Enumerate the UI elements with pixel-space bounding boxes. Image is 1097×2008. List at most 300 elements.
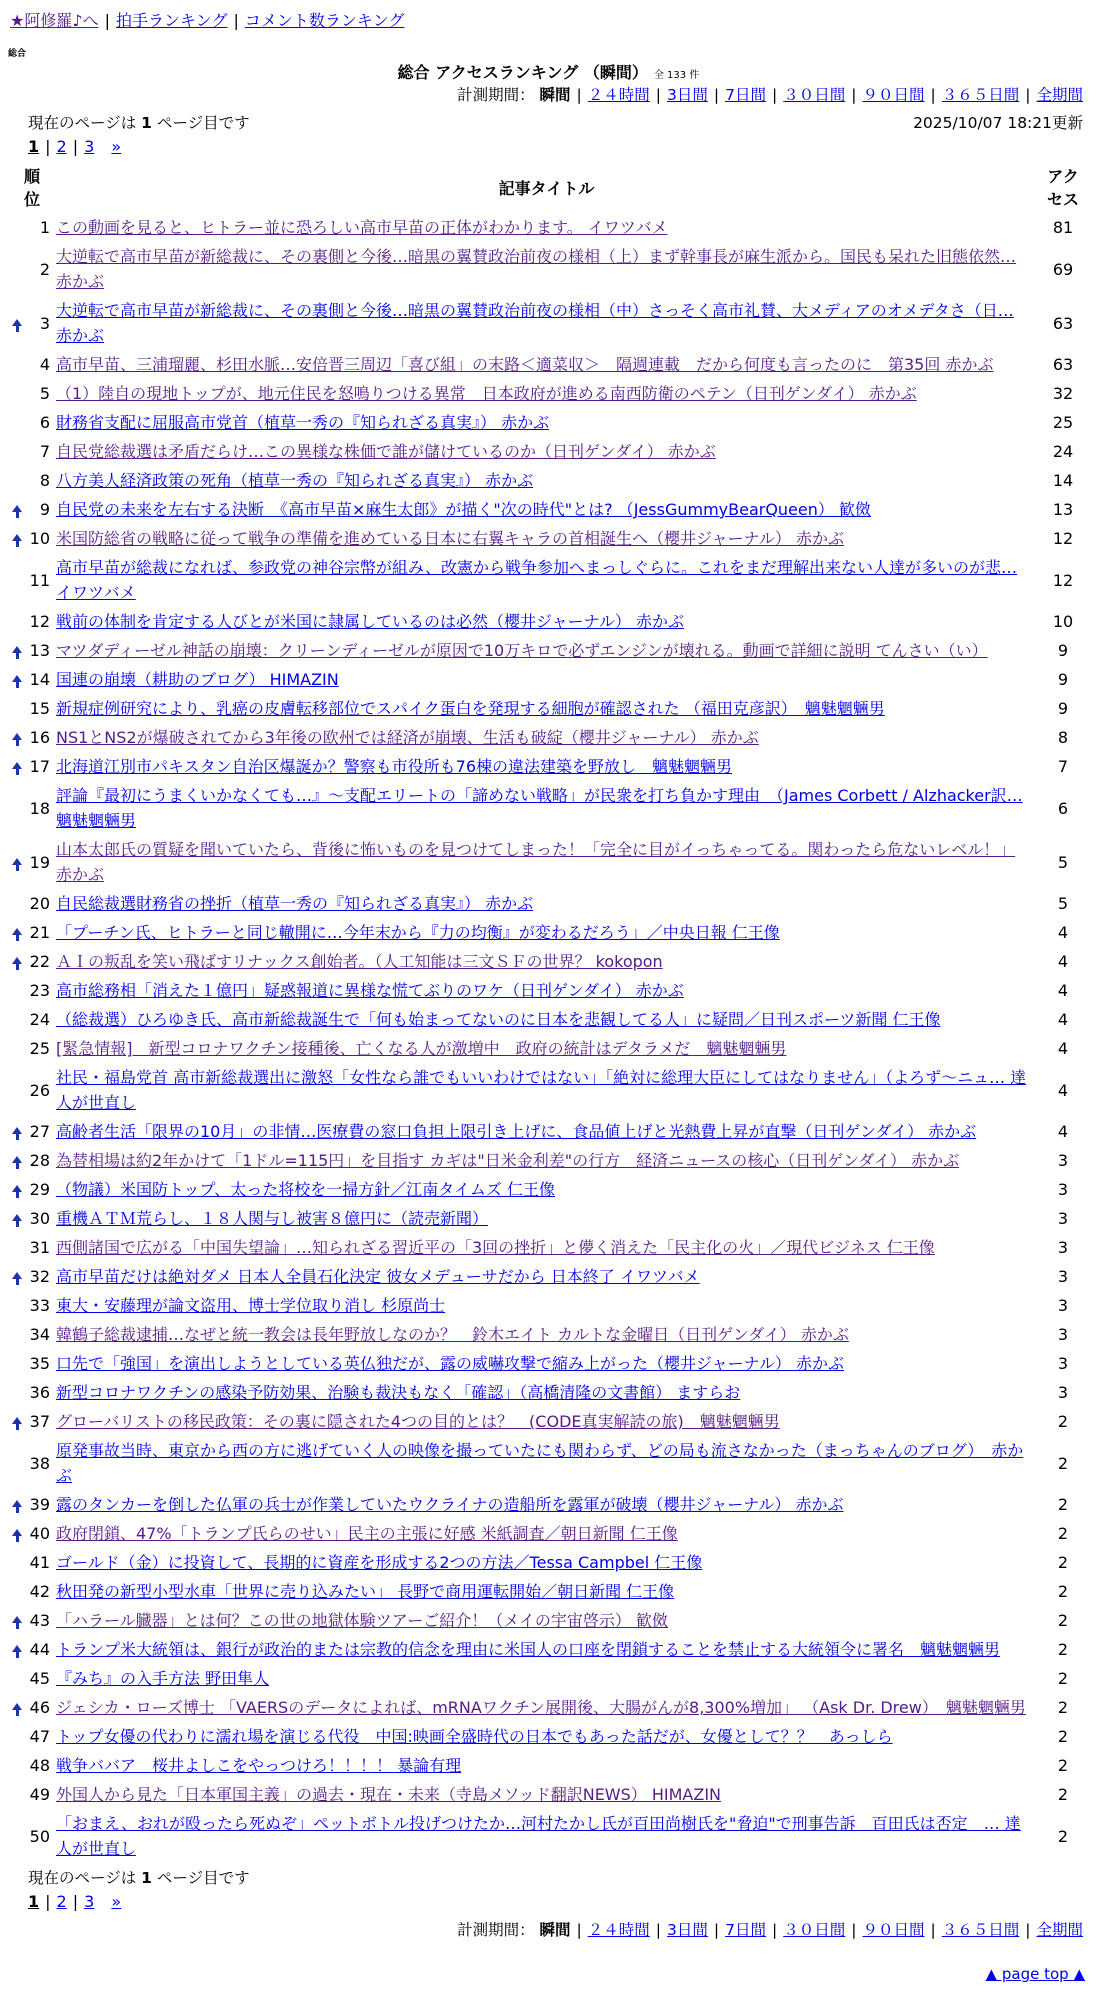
period-selector-bottom: 計測期間： 瞬間 | ２４時間 | 3日間 | 7日間 | ３０日間 | ９０日間 | ３６５日間 | 全期間	[457, 1921, 1083, 1939]
article-title-cell	[54, 1664, 1039, 1693]
arrow-up-icon	[12, 1185, 22, 1192]
arrow-up-icon	[12, 928, 22, 935]
access-count: 69	[1052, 259, 1074, 279]
table-row	[10, 1005, 1087, 1034]
rank-change-cell	[10, 694, 24, 723]
access-count: 2	[1057, 1524, 1069, 1543]
rank-number: 44	[29, 1640, 50, 1659]
access-count: 2	[1057, 1727, 1069, 1746]
arrow-up-icon	[12, 858, 22, 865]
article-title-link[interactable]: 「おまえ、おれが殴ったら死ぬぞ」ペットボトル投げつけたか…河村たかし氏が百田尚樹氏を"脅迫"で刑事告訴 百田氏は否定 … 達人が世直し	[56, 1814, 1021, 1858]
access-count: 4	[1057, 981, 1069, 1000]
table-row	[10, 1751, 1087, 1780]
arrow-up-icon	[12, 1616, 22, 1623]
period-bottom-7d-link[interactable]: 7日間	[725, 1921, 766, 1939]
rank-change-cell	[10, 1490, 24, 1519]
rank-number: 18	[29, 798, 50, 818]
separator: |	[104, 11, 110, 30]
top-nav-comment-ranking-link[interactable]: コメント数ランキング	[244, 11, 405, 30]
period-current: 瞬間	[539, 86, 571, 104]
period-7d-link[interactable]: 7日間	[725, 86, 766, 104]
pager-bottom-next[interactable]: »	[111, 1892, 122, 1911]
table-row	[10, 213, 1087, 242]
article-title-link[interactable]: 高齢者生活「限界の10月」の非情…医療費の窓口負担上限引き上げに、食品値上げと光熱費上昇が直撃（日刊ゲンダイ） 赤かぶ	[56, 1122, 977, 1141]
arrow-up-icon	[12, 762, 22, 769]
arrow-up-icon	[12, 733, 22, 740]
table-row	[10, 1204, 1087, 1233]
table-row	[10, 781, 1087, 835]
table-row	[10, 466, 1087, 495]
category-label: 総合	[8, 49, 27, 59]
top-nav	[10, 10, 404, 32]
article-title-link[interactable]: 国連の崩壊（耕助のブログ） HIMAZIN	[56, 670, 339, 689]
rank-change-cell	[10, 1005, 24, 1034]
article-title-cell	[54, 213, 1039, 242]
article-title-cell	[54, 1490, 1039, 1519]
article-title-cell	[54, 1751, 1039, 1780]
article-title-cell	[54, 1233, 1039, 1262]
rank-change-cell	[10, 1693, 24, 1722]
article-title-cell	[54, 1320, 1039, 1349]
access-count: 5	[1057, 894, 1069, 913]
access-count: 3	[1057, 1151, 1069, 1170]
table-row	[10, 1635, 1087, 1664]
access-count: 2	[1057, 1495, 1069, 1514]
table-row	[10, 1063, 1087, 1117]
table-row	[10, 437, 1087, 466]
article-title-cell	[54, 976, 1039, 1005]
access-count: 3	[1057, 1267, 1069, 1286]
access-count: 3	[1057, 1296, 1069, 1315]
period-bottom-30d-link[interactable]: ３０日間	[783, 1921, 846, 1939]
access-count: 3	[1057, 1354, 1069, 1373]
rank-number: 27	[29, 1122, 50, 1141]
rank-number: 48	[29, 1756, 50, 1775]
article-title-cell	[54, 1146, 1039, 1175]
rank-number: 21	[29, 923, 50, 942]
table-row	[10, 495, 1087, 524]
table-row	[10, 1262, 1087, 1291]
rank-number: 6	[39, 413, 50, 432]
rank-change-cell	[10, 1664, 24, 1693]
table-row	[10, 1378, 1087, 1407]
top-nav-home-link[interactable]: ★阿修羅♪へ	[10, 11, 99, 30]
rank-number: 11	[29, 570, 50, 590]
article-title-link[interactable]: 社民・福島党首 高市新総裁選出に激怒「女性なら誰でもいいわけではない」「絶対に総理大臣にしてはなりません」（よろず～ニュ… 達人が世直し	[56, 1068, 1027, 1112]
article-title-cell	[54, 1693, 1039, 1722]
rank-change-cell	[10, 752, 24, 781]
article-title-link[interactable]: グローバリストの移民政策：その裏に隠された4つの目的とは？ (CODE真実解読の旅) 魑魅魍魎男	[56, 1412, 780, 1431]
period-24h-link[interactable]: ２４時間	[587, 86, 650, 104]
article-title-link[interactable]: 高市早苗が総裁になれば、参政党の神谷宗幣が組み、改憲から戦争参加へまっしぐらに。これをまだ理解出来ない人達が多いのが悲… イワツバメ	[56, 558, 1017, 602]
period-bottom-365d-link[interactable]: ３６５日間	[941, 1921, 1020, 1939]
article-title-cell	[54, 553, 1039, 607]
pager-page-3[interactable]: 3	[84, 137, 95, 156]
rank-change-cell	[10, 1577, 24, 1606]
article-title-link[interactable]: 戦争ババア 桜井よしこをやっつけろ！！！！ 暴論有理	[56, 1756, 462, 1775]
rank-change-cell	[10, 889, 24, 918]
rank-number: 33	[29, 1296, 50, 1315]
period-bottom-all-link[interactable]: 全期間	[1036, 1921, 1083, 1939]
article-title-link[interactable]: 政府閉鎖、47%「トランプ氏らのせい」民主の主張に好感 米紙調査／朝日新聞 仁王像	[56, 1524, 678, 1543]
article-title-link[interactable]: 為替相場は約2年かけて「1ドル=115円」を目指す カギは"日米金利差"の行方 経済ニュースの核心（日刊ゲンダイ） 赤かぶ	[56, 1151, 960, 1170]
rank-change-cell	[10, 1780, 24, 1809]
access-count: 13	[1052, 500, 1074, 519]
article-title-link[interactable]: 高市早苗だけは絶対ダメ 日本人全員石化決定 彼女メデューサだから 日本終了 イワツバメ	[56, 1267, 700, 1286]
arrow-up-icon	[12, 646, 22, 653]
article-title-cell	[54, 1436, 1039, 1490]
table-row	[10, 1519, 1087, 1548]
rank-change-cell	[10, 1519, 24, 1548]
article-title-link[interactable]: （1）陸自の現地トップが、地元住民を怒鳴りつける異常 日本政府が進める南西防衛のペテン（日刊ゲンダイ） 赤かぶ	[56, 384, 917, 403]
rank-change-cell	[10, 835, 24, 889]
article-title-link[interactable]: 米国防総省の戦略に従って戦争の準備を進めている日本に右翼キャラの首相誕生へ（櫻井ジャーナル） 赤かぶ	[56, 529, 844, 548]
article-title-cell	[54, 1117, 1039, 1146]
rank-number: 45	[29, 1669, 50, 1688]
arrow-up-icon	[12, 1127, 22, 1134]
rank-number: 9	[39, 500, 50, 519]
access-count: 81	[1052, 218, 1074, 237]
rank-number: 42	[29, 1582, 50, 1601]
table-row	[10, 1606, 1087, 1635]
article-title-cell	[54, 1005, 1039, 1034]
table-row	[10, 1407, 1087, 1436]
table-row	[10, 947, 1087, 976]
table-row	[10, 976, 1087, 1005]
table-row	[10, 1175, 1087, 1204]
article-title-cell	[54, 408, 1039, 437]
page-info-top: 現在のページは 1 ページ目です	[28, 114, 250, 132]
article-title-cell	[54, 296, 1039, 350]
rank-number: 12	[29, 612, 50, 631]
article-title-link[interactable]: 自民党の未来を左右する決断 《高市早苗×麻生太郎》が描く"次の時代"とは? （JessGummyBearQueen） 歓傚	[56, 500, 871, 519]
article-title-link[interactable]: トランプ米大統領は、銀行が政治的または宗教的信念を理由に米国人の口座を閉鎖することを禁止する大統領令に署名 魑魅魍魎男	[56, 1640, 1001, 1659]
rank-number: 5	[39, 384, 50, 403]
rank-change-cell	[10, 1407, 24, 1436]
rank-number: 4	[39, 355, 50, 374]
rank-number: 30	[29, 1209, 50, 1228]
title-header: 記事タイトル	[498, 178, 595, 198]
arrow-up-icon	[12, 675, 22, 682]
page-info-bottom: 現在のページは 1 ページ目です	[28, 1869, 250, 1887]
article-title-cell	[54, 781, 1039, 835]
article-title-link[interactable]: 高市総務相「消えた１億円」疑惑報道に異様な慌てぶりのワケ（日刊ゲンダイ） 赤かぶ	[56, 981, 684, 1000]
article-title-cell	[54, 636, 1039, 665]
article-title-link[interactable]: 自民総裁選財務省の挫折（植草一秀の『知られざる真実』） 赤かぶ	[56, 894, 534, 913]
pager-page-2[interactable]: 2	[56, 137, 67, 156]
article-title-cell	[54, 350, 1039, 379]
access-count: 3	[1057, 1325, 1069, 1344]
article-title-link[interactable]: NS1とNS2が爆破されてから3年後の欧州では経済が崩壊、生活も破綻（櫻井ジャーナル） 赤かぶ	[56, 728, 759, 747]
article-title-cell	[54, 665, 1039, 694]
rank-number: 49	[29, 1785, 50, 1804]
article-title-link[interactable]: 北海道江別市パキスタン自治区爆誕か？警察も市役所も76棟の違法建築を野放し 魑魅魍魎男	[56, 757, 733, 776]
period-3d-link[interactable]: 3日間	[667, 86, 708, 104]
page-top-link[interactable]: ▲ page top ▲	[985, 1965, 1085, 1983]
access-count: 2	[1057, 1582, 1069, 1601]
article-title-link[interactable]: 山本太郎氏の質疑を聞いていたら、背後に怖いものを見つけてしまった！「完全に目がイっちゃってる。関わったら危ないレベル！」 赤かぶ	[56, 840, 1016, 884]
rank-number: 34	[29, 1325, 50, 1344]
access-count: 2	[1057, 1640, 1069, 1659]
rank-number: 43	[29, 1611, 50, 1630]
rank-change-cell	[10, 1378, 24, 1407]
article-title-cell	[54, 607, 1039, 636]
table-row	[10, 636, 1087, 665]
table-row	[10, 242, 1087, 296]
access-count: 4	[1057, 1010, 1069, 1029]
article-title-cell	[54, 723, 1039, 752]
pager-bottom-page-2[interactable]: 2	[56, 1892, 67, 1911]
table-row	[10, 553, 1087, 607]
article-title-cell	[54, 379, 1039, 408]
rank-number: 1	[39, 218, 50, 237]
table-row	[10, 835, 1087, 889]
rank-number: 3	[39, 313, 50, 333]
article-title-cell	[54, 1378, 1039, 1407]
pager-bottom-page-3[interactable]: 3	[84, 1892, 95, 1911]
article-title-cell	[54, 1407, 1039, 1436]
arrow-up-icon	[12, 957, 22, 964]
rank-number: 19	[29, 852, 50, 872]
article-title-link[interactable]: 財務省支配に屈服高市党首（植草一秀の『知られざる真実』） 赤かぶ	[56, 413, 550, 432]
rank-number: 10	[29, 529, 50, 548]
top-nav-applause-ranking-link[interactable]: 拍手ランキング	[115, 11, 228, 30]
table-row	[10, 1034, 1087, 1063]
article-title-link[interactable]: 口先で「強国」を演出しようとしている英仏独だが、露の威嚇攻撃で縮み上がった（櫻井ジャーナル） 赤かぶ	[56, 1354, 844, 1373]
access-count: 2	[1057, 1756, 1069, 1775]
access-header: アクセス	[1046, 167, 1079, 209]
article-title-cell	[54, 1034, 1039, 1063]
rank-change-cell	[10, 1262, 24, 1291]
article-title-link[interactable]: 大逆転で高市早苗が新総裁に、その裏側と今後…暗黒の翼賛政治前夜の様相（上）まず幹事長が麻生派から。国民も呆れた旧態依然… 赤かぶ	[56, 247, 1017, 291]
rank-number: 29	[29, 1180, 50, 1199]
access-count: 25	[1052, 413, 1074, 432]
table-row	[10, 1291, 1087, 1320]
rank-change-cell	[10, 1606, 24, 1635]
rank-number: 39	[29, 1495, 50, 1514]
article-title-cell	[54, 889, 1039, 918]
table-row	[10, 1577, 1087, 1606]
article-title-link[interactable]: ＡＩの叛乱を笑い飛ばすリナックス創始者。（人工知能は三文ＳＦの世界？ kokopon	[56, 952, 663, 971]
rank-number: 20	[29, 894, 50, 913]
rank-change-cell	[10, 1722, 24, 1751]
access-count: 9	[1057, 670, 1069, 689]
access-count: 3	[1057, 1383, 1069, 1402]
article-title-link[interactable]: 「プーチン氏、ヒトラーと同じ轍開に…今年末から『力の均衡』が変わるだろう」／中央日報 仁王像	[56, 923, 780, 942]
article-title-cell	[54, 1349, 1039, 1378]
rank-number: 47	[29, 1727, 50, 1746]
rank-change-cell	[10, 213, 24, 242]
article-title-cell	[54, 835, 1039, 889]
rank-number: 17	[29, 757, 50, 776]
article-title-cell	[54, 466, 1039, 495]
rank-number: 25	[29, 1039, 50, 1058]
table-row	[10, 1233, 1087, 1262]
period-bottom-90d-link[interactable]: ９０日間	[862, 1921, 925, 1939]
rank-number: 15	[29, 699, 50, 718]
access-count: 6	[1057, 798, 1069, 818]
arrow-up-icon	[12, 1417, 22, 1424]
rank-number: 7	[39, 442, 50, 461]
table-row	[10, 379, 1087, 408]
article-title-link[interactable]: ジェシカ・ローズ博士 「VAERSのデータによれば、mRNAワクチン展開後、大腸がんが8,300%増加」 （Ask Dr. Drew） 魑魅魍魎男	[56, 1698, 1026, 1717]
rank-number: 35	[29, 1354, 50, 1373]
article-title-link[interactable]: 高市早苗、三浦瑠麗、杉田水脈…安倍晋三周辺「喜び組」の末路＜適菜収＞ 隔週連載 だから何度も言ったのに 第35回 赤かぶ	[56, 355, 994, 374]
access-count: 2	[1057, 1453, 1069, 1473]
rank-number: 37	[29, 1412, 50, 1431]
article-title-cell	[54, 1291, 1039, 1320]
rank-change-cell	[10, 1233, 24, 1262]
access-count: 32	[1052, 384, 1074, 403]
arrow-up-icon	[12, 319, 22, 326]
rank-number: 16	[29, 728, 50, 747]
access-count: 14	[1052, 471, 1074, 490]
arrow-up-icon	[12, 1214, 22, 1221]
arrow-up-icon	[12, 1529, 22, 1536]
rank-change-cell	[10, 1635, 24, 1664]
rank-header: 順位	[23, 167, 40, 209]
rank-number: 38	[29, 1453, 50, 1473]
access-count: 4	[1057, 1122, 1069, 1141]
period-selector-top: 計測期間： 瞬間 | ２４時間 | 3日間 | 7日間 | ３０日間 | ９０日間 | ３６５日間 | 全期間	[457, 86, 1083, 104]
table-row	[10, 1548, 1087, 1577]
rank-number: 50	[29, 1826, 50, 1846]
article-title-cell	[54, 1548, 1039, 1577]
period-all-link[interactable]: 全期間	[1036, 86, 1083, 104]
article-title-link[interactable]: 東大・安藤理が論文盗用、博士学位取り消し 杉原尚士	[56, 1296, 446, 1315]
access-count: 9	[1057, 641, 1069, 660]
article-title-link[interactable]: 『みち』の入手方法 野田隼人	[56, 1669, 270, 1688]
access-count: 8	[1057, 728, 1069, 747]
table-row	[10, 1146, 1087, 1175]
article-title-link[interactable]: トップ女優の代わりに濡れ場を演じる代役 中国:映画全盛時代の日本でもあった話だが、女優として？？ あっしら	[56, 1727, 893, 1746]
period-bottom-3d-link[interactable]: 3日間	[667, 1921, 708, 1939]
table-row	[10, 1664, 1087, 1693]
rank-number: 41	[29, 1553, 50, 1572]
rank-number: 46	[29, 1698, 50, 1717]
total-count: 全 133 件	[653, 70, 700, 81]
access-count: 2	[1057, 1553, 1069, 1572]
table-row	[10, 1722, 1087, 1751]
table-row	[10, 1780, 1087, 1809]
article-title-cell	[54, 918, 1039, 947]
access-count: 12	[1052, 570, 1074, 590]
rank-change-cell	[10, 350, 24, 379]
table-row	[10, 1349, 1087, 1378]
article-title-link[interactable]: ゴールド（金）に投資して、長期的に資産を形成する2つの方法／Tessa Campbel 仁王像	[56, 1553, 703, 1572]
rank-change-cell	[10, 296, 24, 350]
table-row	[10, 1693, 1087, 1722]
article-title-link[interactable]: 韓鶴子総裁逮捕…なぜと統一教会は長年野放しなのか？ 鈴木エイト カルトな金曜日（日刊ゲンダイ） 赤かぶ	[56, 1325, 849, 1344]
rank-number: 28	[29, 1151, 50, 1170]
article-title-cell	[54, 1175, 1039, 1204]
article-title-link[interactable]: 自民党総裁選は矛盾だらけ…この異様な株価で誰が儲けているのか（日刊ゲンダイ） 赤かぶ	[56, 442, 716, 461]
article-title-link[interactable]: 重機ＡＴＭ荒らし、１８人関与し被害８億円に（読売新聞）	[56, 1209, 489, 1228]
article-title-cell	[54, 1204, 1039, 1233]
article-title-cell	[54, 1722, 1039, 1751]
period-30d-link[interactable]: ３０日間	[783, 86, 846, 104]
table-row	[10, 350, 1087, 379]
article-title-link[interactable]: 戦前の体制を肯定する人びとが米国に隷属しているのは必然（櫻井ジャーナル） 赤かぶ	[56, 612, 684, 631]
pager-next[interactable]: »	[111, 137, 122, 156]
rank-number: 40	[29, 1524, 50, 1543]
access-count: 2	[1057, 1785, 1069, 1804]
article-title-link[interactable]: 原発事故当時、東京から西の方に逃げていく人の映像を撮っていたにも関わらず、どの局も流さなかった（まっちゃんのブログ） 赤かぶ	[56, 1441, 1024, 1485]
rank-change-cell	[10, 1175, 24, 1204]
article-title-cell	[54, 1063, 1039, 1117]
table-row	[10, 889, 1087, 918]
article-title-link[interactable]: マツダディーゼル神話の崩壊：クリーンディーゼルが原因で10万キロで必ずエンジンが壊れる。動画で詳細に説明 てんさい（い）	[56, 641, 988, 660]
period-365d-link[interactable]: ３６５日間	[941, 86, 1020, 104]
rank-change-cell	[10, 437, 24, 466]
table-row	[10, 1490, 1087, 1519]
period-bottom-24h-link[interactable]: ２４時間	[587, 1921, 650, 1939]
rank-change-cell	[10, 1349, 24, 1378]
rank-change-cell	[10, 408, 24, 437]
access-count: 2	[1057, 1698, 1069, 1717]
article-title-cell	[54, 1635, 1039, 1664]
access-count: 7	[1057, 757, 1069, 776]
rank-change-cell	[10, 1751, 24, 1780]
rank-change-cell	[10, 1548, 24, 1577]
access-count: 24	[1052, 442, 1074, 461]
article-title-link[interactable]: 外国人から見た「日本軍国主義」の過去・現在・未来（寺島メソッド翻訳NEWS） HIMAZIN	[56, 1785, 722, 1804]
article-title-link[interactable]: 新規症例研究により、乳癌の皮膚転移部位でスパイク蛋白を発現する細胞が確認された （福田克彦訳） 魑魅魍魎男	[56, 699, 885, 718]
period-90d-link[interactable]: ９０日間	[862, 86, 925, 104]
access-count: 12	[1052, 529, 1074, 548]
access-count: 9	[1057, 699, 1069, 718]
pager-current: 1	[28, 137, 40, 156]
article-title-cell	[54, 242, 1039, 296]
table-row	[10, 1320, 1087, 1349]
article-title-link[interactable]: 八方美人経済政策の死角（植草一秀の『知られざる真実』） 赤かぶ	[56, 471, 534, 490]
table-row	[10, 723, 1087, 752]
article-title-link[interactable]: 大逆転で高市早苗が新総裁に、その裏側と今後…暗黒の翼賛政治前夜の様相（中）さっそく高市礼賛、大メディアのオメデタさ（日… 赤かぶ	[56, 301, 1014, 345]
article-title-link[interactable]: [緊急情報] 新型コロナワクチン接種後、亡くなる人が激増中 政府の統計はデタラメだ 魑魅魍魎男	[56, 1039, 787, 1058]
article-title-link[interactable]: 評論『最初にうまくいかなくても…』～支配エリートの「諦めない戦略」が民衆を打ち負かす理由 （James Corbett / Alzhacker訳… 魑魅魍魎男	[56, 786, 1023, 830]
table-row	[10, 408, 1087, 437]
article-title-link[interactable]: 秋田発の新型小型水車「世界に売り込みたい」 長野で商用運転開始／朝日新聞 仁王像	[56, 1582, 675, 1601]
access-count: 4	[1057, 923, 1069, 942]
rank-change-cell	[10, 607, 24, 636]
pager-bottom: 1 | 2 | 3 »	[28, 1892, 122, 1911]
rank-change-cell	[10, 553, 24, 607]
arrow-up-icon	[12, 1645, 22, 1652]
article-title-cell	[54, 947, 1039, 976]
table-row	[10, 694, 1087, 723]
article-title-link[interactable]: （総裁選）ひろゆき氏、高市新総裁誕生で「何も始まってないのに日本を悲観してる人」に疑問／日刊スポーツ新聞 仁王像	[56, 1010, 941, 1029]
article-title-link[interactable]: 西側諸国で広がる「中国失望論」…知られざる習近平の「3回の挫折」と儚く消えた「民主化の火」／現代ビジネス 仁王像	[56, 1238, 935, 1257]
table-row	[10, 1117, 1087, 1146]
arrow-up-icon	[12, 1156, 22, 1163]
access-count: 5	[1057, 852, 1069, 872]
article-title-link[interactable]: 新型コロナワクチンの感染予防効果、治験も裁決もなく「確認」（高橋清隆の文書館） ますらお	[56, 1383, 741, 1402]
table-row	[10, 296, 1087, 350]
article-title-cell	[54, 1519, 1039, 1548]
article-title-link[interactable]: （物議）米国防トップ、太った将校を一掃方針／江南タイムズ 仁王像	[56, 1180, 556, 1199]
access-count: 3	[1057, 1238, 1069, 1257]
rank-number: 13	[29, 641, 50, 660]
article-title-link[interactable]: 露のタンカーを倒した仏軍の兵士が作業していたウクライナの造船所を露軍が破壊（櫻井ジャーナル） 赤かぶ	[56, 1495, 844, 1514]
article-title-cell	[54, 694, 1039, 723]
article-title-link[interactable]: 「ハラール臓器」とは何？この世の地獄体験ツアーご紹介！（メイの宇宙啓示） 歓傚	[56, 1611, 668, 1630]
access-count: 4	[1057, 1080, 1069, 1100]
article-title-link[interactable]: この動画を見ると、ヒトラー並に恐ろしい高市早苗の正体がわかります。 イワツバメ	[56, 218, 668, 237]
access-count: 3	[1057, 1209, 1069, 1228]
rank-change-cell	[10, 1204, 24, 1233]
access-count: 63	[1052, 313, 1074, 333]
article-title-cell	[54, 524, 1039, 553]
